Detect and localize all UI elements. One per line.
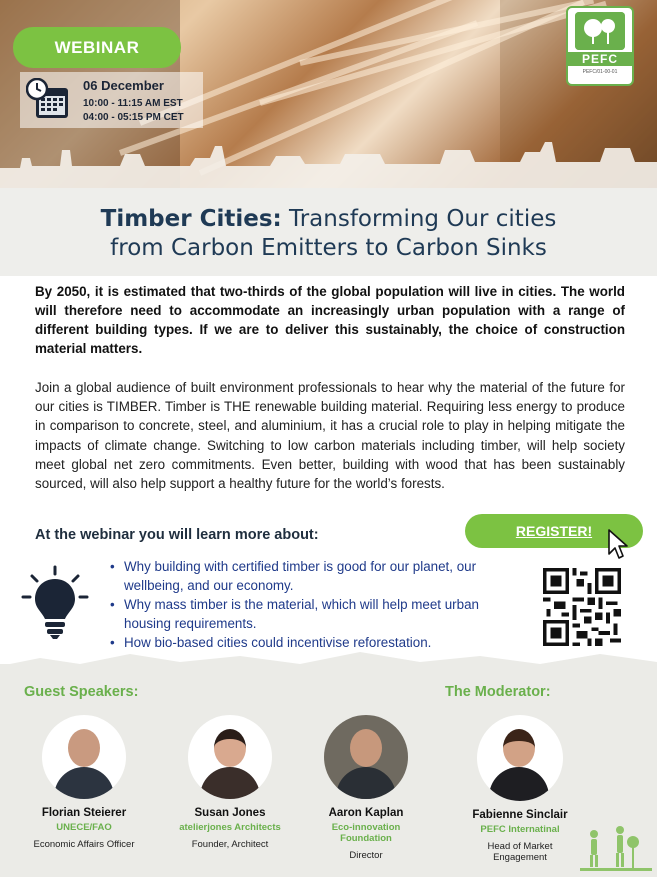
lightbulb-icon	[20, 565, 90, 640]
title-rest: Transforming Our cities	[281, 206, 557, 232]
speaker-org: PEFC Internatinal	[480, 824, 560, 835]
calendar-clock-icon	[26, 78, 70, 122]
list-item: • Why mass timber is the material, which will help meet urban housing requirements.	[108, 595, 518, 633]
avatar	[188, 715, 272, 799]
speaker-role: Economic Affairs Officer	[33, 839, 135, 850]
title-bold: Timber Cities:	[100, 206, 282, 232]
speaker-role: Founder, Architect	[191, 839, 269, 850]
intro-paragraph: By 2050, it is estimated that two-thirds of the global population will live in cities. The world will therefore need to accommodate an increasingly urban population with a range of different building types. If we are to deliver this sustainably, the choice of construction material matters.	[35, 284, 625, 356]
webinar-date: 06 December	[83, 78, 164, 93]
speaker-card	[24, 715, 144, 850]
speaker-card	[170, 715, 290, 850]
pefc-logo-text: PEFC	[568, 52, 632, 66]
time-est: 10:00 - 11:15 AM EST	[83, 98, 183, 109]
title-line2: from Carbon Emitters to Carbon Sinks	[110, 235, 547, 261]
hero-banner	[0, 0, 657, 188]
speaker-card	[306, 715, 426, 861]
speaker-name: Fabienne Sinclair	[472, 809, 568, 821]
learn-list	[108, 557, 518, 652]
learn-heading: At the webinar you will learn more about:	[35, 527, 319, 543]
speaker-name: Susan Jones	[194, 807, 266, 819]
avatar	[477, 715, 563, 801]
pefc-logo-code: PEFC/01-00-01	[582, 69, 618, 75]
skyline-silhouette	[0, 128, 657, 188]
speaker-role: Head of Market Engagement	[487, 841, 553, 863]
cursor-icon	[607, 528, 629, 560]
speaker-name: Florian Steierer	[41, 807, 127, 819]
page-title	[0, 205, 657, 263]
register-button[interactable]: REGISTER!	[465, 514, 643, 548]
time-cet: 04:00 - 05:15 PM CET	[83, 112, 184, 123]
list-item: • How bio-based cities could incentivise reforestation.	[108, 633, 518, 652]
speaker-name: Aaron Kaplan	[328, 807, 404, 819]
speaker-org: atelierjones Architects	[179, 822, 281, 833]
mountain-divider	[0, 648, 657, 678]
guest-speakers-heading: Guest Speakers:	[24, 684, 139, 700]
body-paragraph: Join a global audience of built environment professionals to hear why the material of the future for our cities is TIMBER. Timber is THE renewable building material. Requiring less energy to produce in comparison to concrete, steel, and aluminium, it has a crucial role to play in helping mitigate the impacts of climate change. Switching to low carbon materials including timber, will help society meet global net zero commitments. Even better, building with wood that has been sustainably sourced, will also help support a healthy future for the world’s forests.	[35, 380, 625, 492]
people-planting-icon	[580, 820, 652, 872]
speaker-org: Eco-innovation Foundation	[331, 822, 401, 844]
webinar-badge: WEBINAR	[13, 27, 181, 68]
avatar	[42, 715, 126, 799]
speaker-role: Director	[349, 850, 383, 861]
speaker-org: UNECE/FAO	[56, 822, 112, 833]
pefc-logo	[566, 6, 634, 86]
date-box	[20, 72, 203, 128]
list-item: • Why building with certified timber is good for our planet, our wellbeing, and our economy.	[108, 557, 518, 595]
moderator-card	[460, 715, 580, 863]
qr-code[interactable]	[543, 568, 621, 646]
pefc-trees-icon	[575, 12, 625, 50]
avatar	[324, 715, 408, 799]
moderator-heading: The Moderator:	[445, 684, 551, 700]
